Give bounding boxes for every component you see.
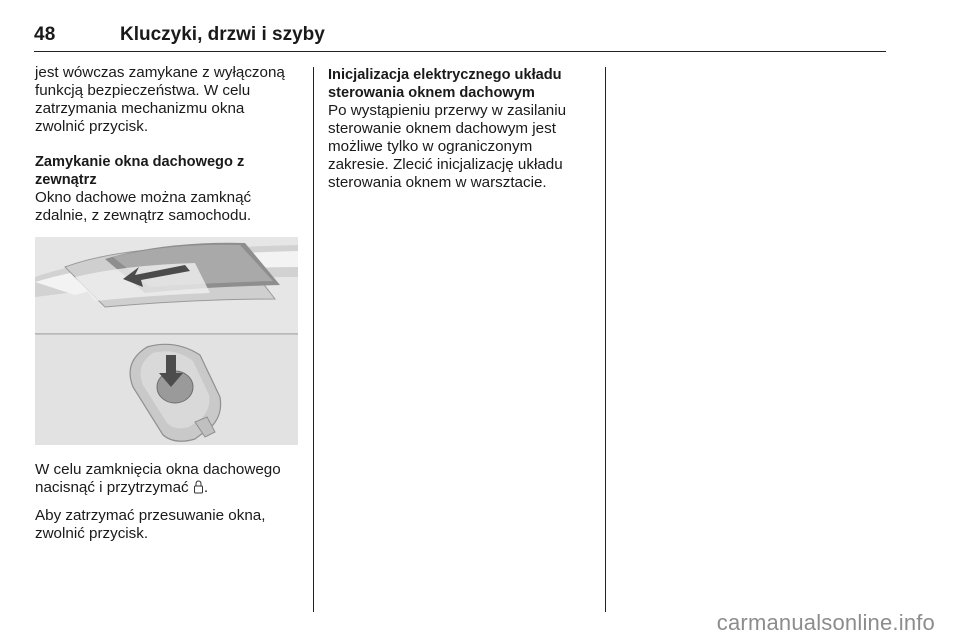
intro-line: funkcją bezpieczeństwa. W celu — [35, 82, 251, 99]
chapter-title: Kluczyki, drzwi i szyby — [120, 24, 325, 45]
section-heading: Inicjalizacja elektrycznego układu — [328, 67, 562, 83]
body-line: Okno dachowe można zamknąć — [35, 189, 252, 206]
caption-text: nacisnąć i przytrzymać — [35, 479, 189, 496]
body-line: zakresie. Zlecić inicjalizację układu — [328, 156, 563, 173]
caption-line: W celu zamknięcia okna dachowego — [35, 461, 281, 478]
caption-period: . — [203, 479, 209, 496]
stop-line: zwolnić przycisk. — [35, 525, 149, 542]
remote-key-press-illustration — [35, 335, 298, 445]
section-heading: zewnątrz — [35, 172, 97, 188]
body-line: możliwe tylko w ograniczonym — [328, 138, 533, 155]
intro-line: zatrzymania mechanizmu okna — [35, 100, 245, 117]
intro-line: zwolnić przycisk. — [35, 118, 149, 135]
sunroof-remote-illustration — [35, 237, 298, 445]
section-heading: Zamykanie okna dachowego z — [35, 154, 245, 170]
middle-column — [328, 66, 598, 192]
body-line: sterowanie oknem dachowym jest — [328, 120, 556, 137]
header-rule — [34, 51, 886, 52]
watermark: carmanualsonline.info — [716, 610, 935, 635]
sunroof-closing-arrow-illustration — [35, 237, 298, 334]
left-column — [35, 64, 305, 225]
lock-key-icon — [193, 480, 204, 499]
left-column-caption — [35, 461, 310, 543]
stop-line: Aby zatrzymać przesuwanie okna, — [35, 507, 266, 524]
intro-line: jest wówczas zamykane z wyłączoną — [35, 64, 285, 81]
section-heading: sterowania oknem dachowym — [328, 85, 535, 101]
body-line: Po wystąpieniu przerwy w zasilaniu — [328, 102, 567, 119]
caption-line — [35, 479, 310, 499]
column-divider-left — [313, 67, 314, 612]
body-line: sterowania oknem w warsztacie. — [328, 174, 547, 191]
body-line: zdalnie, z zewnątrz samochodu. — [35, 207, 252, 224]
column-divider-right — [605, 67, 606, 612]
page-number: 48 — [34, 24, 56, 45]
